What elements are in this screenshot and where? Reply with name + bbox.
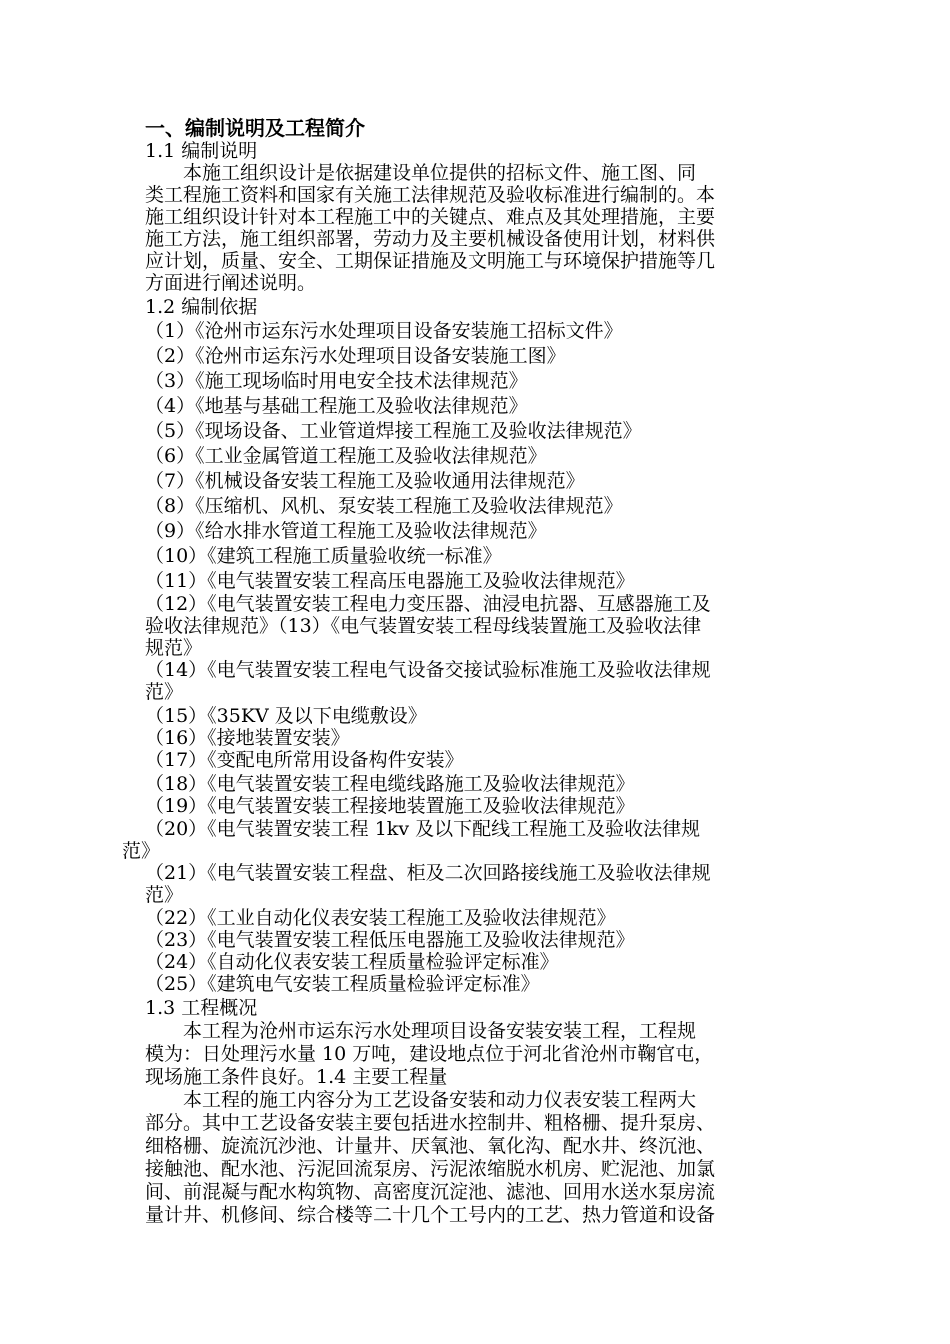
subsection-title: 1.3 工程概况 bbox=[145, 997, 258, 1019]
reference-item: （25）《建筑电气安装工程质量检验评定标准》 bbox=[145, 973, 540, 995]
reference-item: （22）《工业自动化仪表安装工程施工及验收法律规范》 bbox=[145, 907, 616, 929]
reference-item: （24）《自动化仪表安装工程质量检验评定标准》 bbox=[145, 951, 559, 973]
reference-item: （1）《沧州市运东污水处理项目设备安装施工招标文件》 bbox=[145, 320, 623, 342]
paragraph-line: 接触池、配水池、污泥回流泵房、污泥浓缩脱水机房、贮泥池、加氯 bbox=[145, 1158, 716, 1180]
paragraph-line: 细格栅、旋流沉沙池、计量井、厌氧池、氧化沟、配水井、终沉池、 bbox=[145, 1135, 716, 1157]
reference-item: （8）《压缩机、风机、泵安装工程施工及验收法律规范》 bbox=[145, 495, 623, 517]
paragraph-line: 现场施工条件良好。1.4 主要工程量 bbox=[145, 1066, 448, 1088]
reference-item: （9）《给水排水管道工程施工及验收法律规范》 bbox=[145, 520, 547, 542]
paragraph-line: 类工程施工资料和国家有关施工法律规范及验收标准进行编制的。本 bbox=[145, 184, 716, 206]
paragraph-line: 本施工组织设计是依据建设单位提供的招标文件、施工图、同 bbox=[183, 162, 697, 184]
reference-item: （2）《沧州市运东污水处理项目设备安装施工图》 bbox=[145, 345, 566, 367]
reference-item: 验收法律规范》（13）《电气装置安装工程母线装置施工及验收法律 bbox=[145, 615, 702, 637]
subsection-title: 1.2 编制依据 bbox=[145, 296, 258, 318]
reference-item: （19）《电气装置安装工程接地装置施工及验收法律规范》 bbox=[145, 795, 635, 817]
paragraph-line: 间、前混凝与配水构筑物、高密度沉淀池、滤池、回用水送水泵房流 bbox=[145, 1181, 716, 1203]
reference-item: （6）《工业金属管道工程施工及验收法律规范》 bbox=[145, 445, 547, 467]
reference-item: 范》 bbox=[122, 840, 161, 862]
paragraph-line: 模为：日处理污水量 10 万吨，建设地点位于河北省沧州市鞠官屯， bbox=[145, 1043, 714, 1065]
paragraph-line: 方面进行阐述说明。 bbox=[145, 272, 317, 294]
reference-item: （5）《现场设备、工业管道焊接工程施工及验收法律规范》 bbox=[145, 420, 642, 442]
reference-item: （3）《施工现场临时用电安全技术法律规范》 bbox=[145, 370, 528, 392]
reference-item: （12）《电气装置安装工程电力变压器、油浸电抗器、互感器施工及 bbox=[145, 593, 711, 615]
paragraph-line: 部分。其中工艺设备安装主要包括进水控制井、粗格栅、提升泵房、 bbox=[145, 1112, 716, 1134]
paragraph-line: 本工程为沧州市运东污水处理项目设备安装安装工程，工程规 bbox=[183, 1020, 697, 1042]
reference-item: 规范》 bbox=[145, 637, 203, 659]
reference-item: （4）《地基与基础工程施工及验收法律规范》 bbox=[145, 395, 528, 417]
paragraph-line: 施工方法，施工组织部署，劳动力及主要机械设备使用计划，材料供 bbox=[145, 228, 716, 250]
reference-item: （11）《电气装置安装工程高压电器施工及验收法律规范》 bbox=[145, 570, 635, 592]
reference-item: 范》 bbox=[145, 681, 184, 703]
subsection-title: 1.1 编制说明 bbox=[145, 140, 258, 162]
reference-item: （20）《电气装置安装工程 1kv 及以下配线工程施工及验收法律规 bbox=[145, 818, 701, 840]
reference-item: （7）《机械设备安装工程施工及验收通用法律规范》 bbox=[145, 470, 585, 492]
reference-item: （21）《电气装置安装工程盘、柜及二次回路接线施工及验收法律规 bbox=[145, 862, 711, 884]
reference-item: （18）《电气装置安装工程电缆线路施工及验收法律规范》 bbox=[145, 773, 635, 795]
reference-item: （10）《建筑工程施工质量验收统一标准》 bbox=[145, 545, 502, 567]
reference-item: （15）《35KV 及以下电缆敷设》 bbox=[145, 705, 427, 727]
reference-item: （14）《电气装置安装工程电气设备交接试验标准施工及验收法律规 bbox=[145, 659, 711, 681]
reference-item: 范》 bbox=[145, 884, 184, 906]
paragraph-line: 量计井、机修间、综合楼等二十几个工号内的工艺、热力管道和设备 bbox=[145, 1204, 716, 1226]
reference-item: （17）《变配电所常用设备构件安装》 bbox=[145, 749, 464, 771]
paragraph-line: 施工组织设计针对本工程施工中的关键点、难点及其处理措施，主要 bbox=[145, 206, 716, 228]
paragraph-line: 本工程的施工内容分为工艺设备安装和动力仪表安装工程两大 bbox=[183, 1089, 697, 1111]
reference-item: （16）《接地装置安装》 bbox=[145, 727, 350, 749]
reference-item: （23）《电气装置安装工程低压电器施工及验收法律规范》 bbox=[145, 929, 635, 951]
paragraph-line: 应计划，质量、安全、工期保证措施及文明施工与环境保护措施等几 bbox=[145, 250, 716, 272]
section-heading: 一、编制说明及工程简介 bbox=[145, 116, 365, 140]
